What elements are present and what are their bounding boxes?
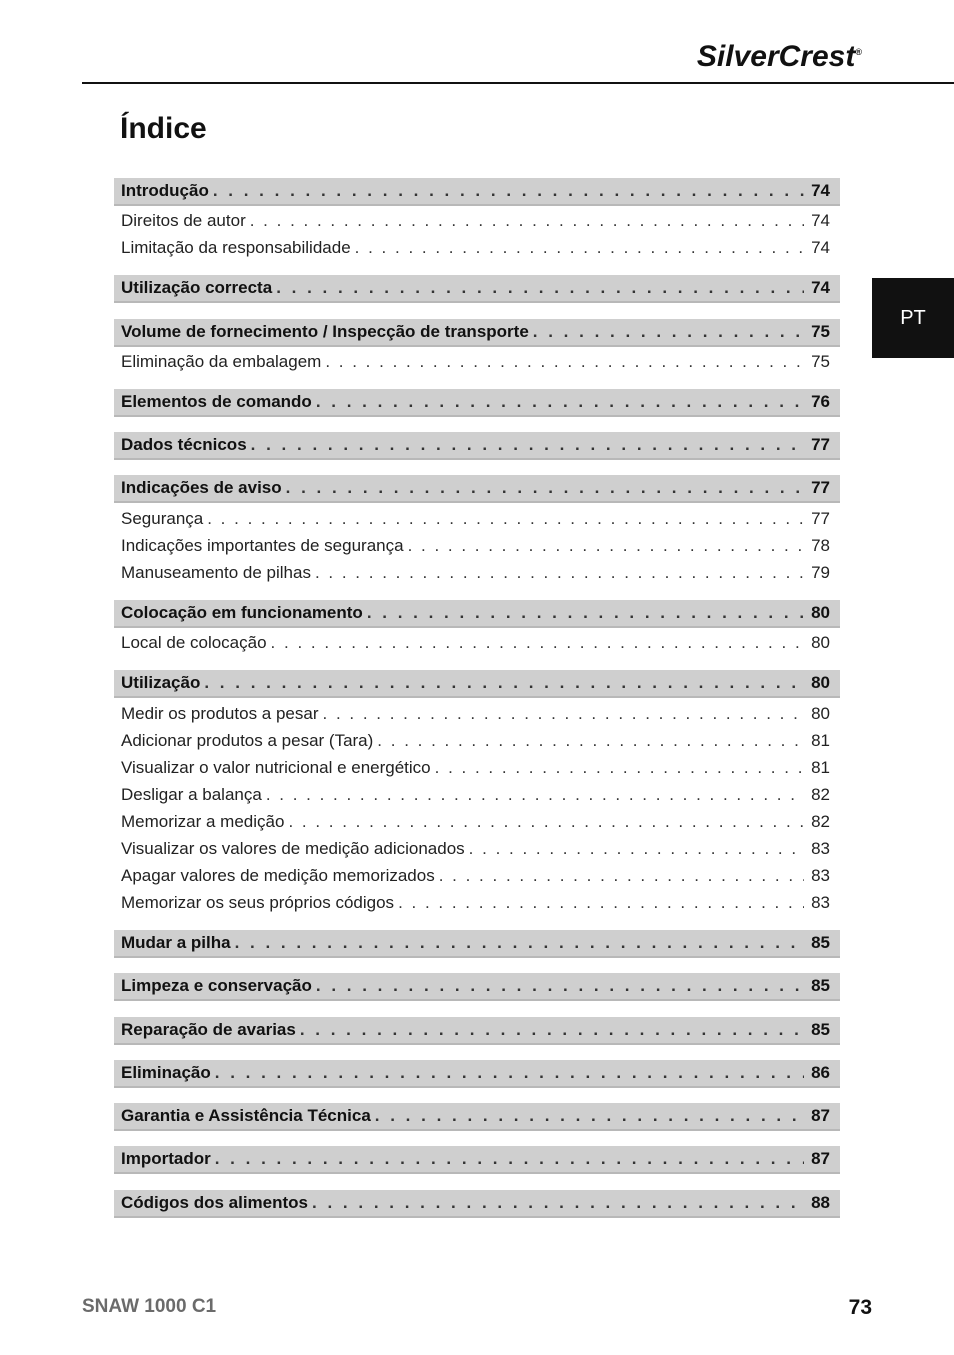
toc-chapter-entry[interactable] (114, 432, 840, 460)
toc-entry-title: Reparação de avarias (121, 1020, 296, 1039)
toc-leader-dots (367, 603, 804, 623)
toc-entry-page: 80 (811, 673, 830, 692)
toc-chapter-entry[interactable] (114, 670, 840, 698)
toc-entry-title: Dados técnicos (121, 435, 247, 454)
toc-entry-title: Direitos de autor (121, 211, 246, 230)
toc-entry-title: Memorizar os seus próprios códigos (121, 893, 395, 912)
toc-entry-page: 85 (811, 933, 830, 952)
toc-leader-dots (215, 1063, 804, 1083)
toc-sub-entry[interactable] (114, 533, 840, 559)
toc-entry-page: 75 (811, 352, 830, 371)
toc-leader-dots (300, 1020, 804, 1040)
toc-entry-page: 83 (811, 893, 830, 912)
toc-entry-title: Eliminação (121, 1063, 211, 1082)
toc-entry-title: Visualizar o valor nutricional e energético (121, 758, 431, 777)
toc-sub-entry[interactable] (114, 560, 840, 586)
toc-chapter-entry[interactable] (114, 319, 840, 347)
toc-leader-dots (312, 1193, 804, 1213)
toc-entry-page: 88 (811, 1193, 830, 1212)
toc-sub-entry[interactable] (114, 506, 840, 532)
toc-leader-dots (355, 238, 804, 258)
toc-entry-title: Códigos dos alimentos (121, 1193, 309, 1212)
toc-leader-dots (323, 704, 805, 724)
toc-leader-dots (251, 435, 804, 455)
toc-entry-title: Utilização correcta (121, 278, 273, 297)
toc-chapter-entry[interactable] (114, 389, 840, 417)
language-tab-label: PT (900, 306, 926, 329)
toc-entry-title: Limitação da responsabilidade (121, 238, 351, 257)
toc-entry-title: Eliminação da embalagem (121, 352, 322, 371)
toc-sub-entry[interactable] (114, 235, 840, 261)
toc-entry-page: 81 (811, 731, 830, 750)
toc-entry-page: 76 (811, 392, 830, 411)
toc-entry-page: 85 (811, 976, 830, 995)
toc-sub-entry[interactable] (114, 728, 840, 754)
page-title: Índice (120, 112, 207, 145)
toc-chapter-entry[interactable] (114, 1190, 840, 1218)
toc-entry-title: Garantia e Assistência Técnica (121, 1106, 371, 1125)
toc-entry-title: Local de colocação (121, 633, 267, 652)
toc-leader-dots (377, 731, 804, 751)
toc-leader-dots (398, 893, 804, 913)
toc-entry-page: 77 (811, 509, 830, 528)
toc-entry-page: 85 (811, 1020, 830, 1039)
toc-leader-dots (266, 785, 804, 805)
toc-chapter-entry[interactable] (114, 1103, 840, 1131)
toc-leader-dots (439, 866, 804, 886)
logo-text: SilverCrest (696, 40, 856, 73)
toc-chapter-entry[interactable] (114, 1146, 840, 1174)
toc-leader-dots (207, 509, 804, 529)
toc-entry-title: Limpeza e conservação (121, 976, 312, 995)
toc-entry-page: 82 (811, 785, 830, 804)
toc-leader-dots (469, 839, 804, 859)
toc-entry-title: Elementos de comando (121, 392, 312, 411)
toc-entry-page: 86 (811, 1063, 830, 1082)
toc-leader-dots (325, 352, 804, 372)
toc-entry-page: 77 (811, 435, 830, 454)
toc-chapter-entry[interactable] (114, 973, 840, 1001)
toc-entry-title: Segurança (121, 509, 204, 528)
toc-entry-title: Visualizar os valores de medição adicionados (121, 839, 465, 858)
toc-leader-dots (286, 478, 804, 498)
toc-leader-dots (316, 976, 804, 996)
toc-leader-dots (408, 536, 804, 556)
toc-entry-title: Indicações de aviso (121, 478, 282, 497)
toc-leader-dots (375, 1106, 804, 1126)
toc-entry-page: 80 (811, 633, 830, 652)
toc-sub-entry[interactable] (114, 809, 840, 835)
toc-sub-entry[interactable] (114, 349, 840, 375)
toc-leader-dots (435, 758, 804, 778)
toc-entry-page: 80 (811, 603, 830, 622)
toc-chapter-entry[interactable] (114, 930, 840, 958)
toc-sub-entry[interactable] (114, 755, 840, 781)
toc-entry-title: Utilização (121, 673, 201, 692)
toc-sub-entry[interactable] (114, 630, 840, 656)
toc-leader-dots (533, 322, 804, 342)
toc-sub-entry[interactable] (114, 701, 840, 727)
toc-entry-title: Memorizar a medição (121, 812, 285, 831)
silvercrest-logo (697, 40, 862, 74)
toc-entry-title: Introdução (121, 181, 209, 200)
toc-chapter-entry[interactable] (114, 275, 840, 303)
toc-entry-title: Mudar a pilha (121, 933, 231, 952)
toc-sub-entry[interactable] (114, 836, 840, 862)
toc-entry-title: Indicações importantes de segurança (121, 536, 404, 555)
toc-entry-title: Desligar a balança (121, 785, 262, 804)
toc-leader-dots (250, 211, 804, 231)
toc-leader-dots (315, 563, 804, 583)
toc-leader-dots (215, 1149, 804, 1169)
footer-page-number: 73 (848, 1296, 872, 1319)
toc-leader-dots (235, 933, 804, 953)
toc-chapter-entry[interactable] (114, 178, 840, 206)
toc-entry-title: Apagar valores de medição memorizados (121, 866, 435, 885)
toc-entry-page: 80 (811, 704, 830, 723)
toc-chapter-entry[interactable] (114, 475, 840, 503)
toc-entry-title: Importador (121, 1149, 211, 1168)
toc-chapter-entry[interactable] (114, 600, 840, 628)
toc-entry-page: 74 (811, 211, 830, 230)
toc-leader-dots (213, 181, 804, 201)
toc-entry-page: 75 (811, 322, 830, 341)
toc-entry-page: 87 (811, 1149, 830, 1168)
toc-leader-dots (288, 812, 804, 832)
toc-chapter-entry[interactable] (114, 1017, 840, 1045)
toc-entry-page: 74 (811, 238, 830, 257)
toc-entry-page: 87 (811, 1106, 830, 1125)
toc-entry-title: Adicionar produtos a pesar (Tara) (121, 731, 374, 750)
toc-entry-page: 81 (811, 758, 830, 777)
registered-mark: ® (855, 47, 862, 57)
toc-leader-dots (204, 673, 804, 693)
toc-entry-title: Colocação em funcionamento (121, 603, 363, 622)
toc-sub-entry[interactable] (114, 208, 840, 234)
language-tab (872, 278, 954, 358)
toc-sub-entry[interactable] (114, 782, 840, 808)
toc-entry-page: 77 (811, 478, 830, 497)
toc-entry-title: Medir os produtos a pesar (121, 704, 319, 723)
toc-entry-title: Manuseamento de pilhas (121, 563, 311, 582)
toc-leader-dots (316, 392, 804, 412)
toc-entry-page: 83 (811, 839, 830, 858)
toc-entry-page: 83 (811, 866, 830, 885)
toc-leader-dots (271, 633, 804, 653)
toc-chapter-entry[interactable] (114, 1060, 840, 1088)
toc-sub-entry[interactable] (114, 890, 840, 916)
footer-model: SNAW 1000 C1 (82, 1296, 217, 1317)
toc-leader-dots (276, 278, 804, 298)
toc-sub-entry[interactable] (114, 863, 840, 889)
toc-entry-title: Volume de fornecimento / Inspecção de transporte (121, 322, 529, 341)
toc-entry-page: 79 (811, 563, 830, 582)
toc-entry-page: 78 (811, 536, 830, 555)
toc-entry-page: 74 (811, 278, 830, 297)
toc-entry-page: 82 (811, 812, 830, 831)
toc-entry-page: 74 (811, 181, 830, 200)
header-rule (82, 82, 954, 84)
